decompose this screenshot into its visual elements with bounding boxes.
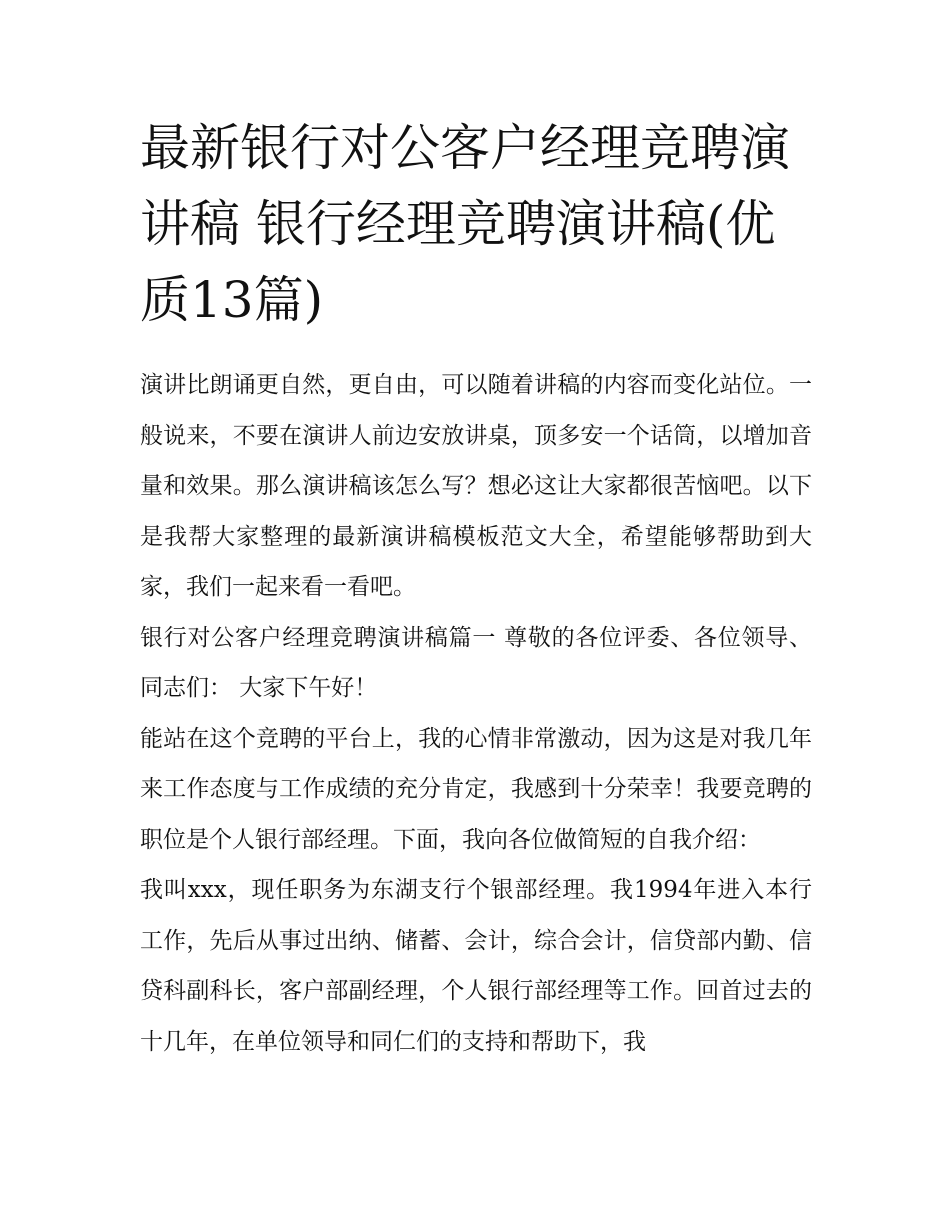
document-body	[140, 360, 812, 1067]
paragraph-intro: 演讲比朗诵更自然，更自由，可以随着讲稿的内容而变化站位。一般说来，不要在演讲人前边安放讲桌，顶多安一个话筒，以增加音量和效果。那么演讲稿该怎么写？想必这让大家都很苦恼吧。以下是我帮大家整理的最新演讲稿模板范文大全，希望能够帮助到大家，我们一起来看一看吧。	[140, 372, 812, 600]
document-content	[140, 110, 812, 1067]
paragraph-greeting: 银行对公客户经理竞聘演讲稿篇一 尊敬的各位评委、各位领导、同志们： 大家下午好！	[140, 624, 812, 701]
document-title: 最新银行对公客户经理竞聘演讲稿 银行经理竞聘演讲稿(优质13篇)	[140, 119, 790, 329]
paragraph-self-introduction: 我叫xxx，现任职务为东湖支行个银部经理。我1994年进入本行工作，先后从事过出纳、储蓄、会计，综合会计，信贷部内勤、信贷科副科长，客户部副经理，个人银行部经理等工作。回首过去的十几年，在单位领导和同仁们的支持和帮助下，我	[140, 877, 812, 1055]
paragraph-opening: 能站在这个竞聘的平台上，我的心情非常激动，因为这是对我几年来工作态度与工作成绩的充分肯定，我感到十分荣幸！我要竞聘的职位是个人银行部经理。下面，我向各位做简短的自我介绍：	[140, 725, 812, 853]
